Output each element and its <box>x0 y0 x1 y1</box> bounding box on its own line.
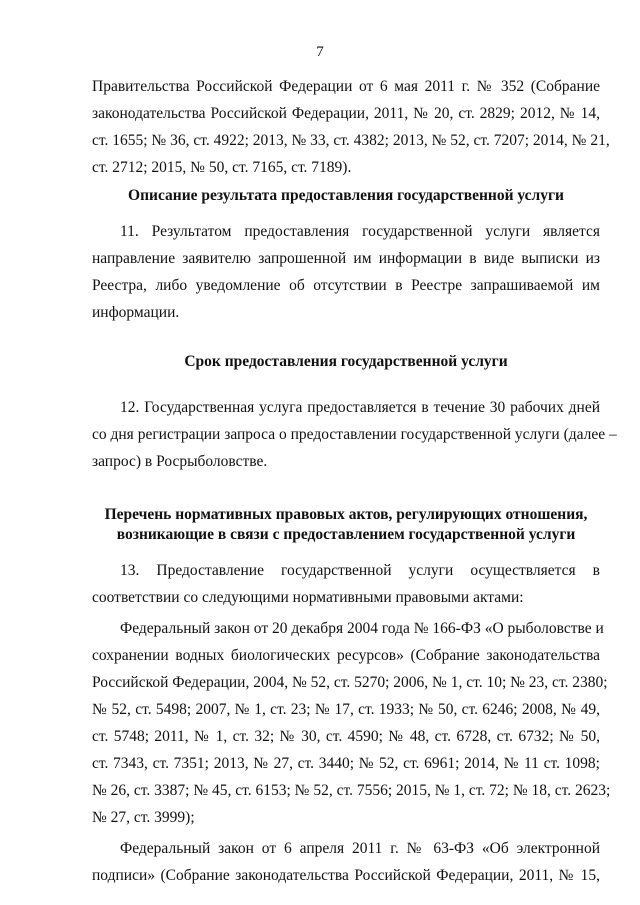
text-line: № 26, ст. 3387; № 45, ст. 6153; № 52, ст. 7556; 2015, № 1, ст. 72; № 18, ст. 2623; <box>92 782 611 799</box>
text-line: Реестра, либо уведомление об отсутствии в Реестре запрашиваемой им <box>92 277 600 294</box>
heading-acts <box>92 505 600 545</box>
document-body <box>92 73 617 889</box>
text-line: информации. <box>92 304 180 321</box>
heading-acts-line: Перечень нормативных правовых актов, регулирующих отношения, <box>104 506 588 523</box>
heading-result: Описание результата предоставления государственной услуги <box>128 187 564 204</box>
paragraph-11 <box>92 218 600 326</box>
heading-term: Срок предоставления государственной услуги <box>184 353 508 370</box>
text-line: № 52, ст. 5498; 2007, № 1, ст. 23; № 17, ст. 1933; № 50, ст. 6246; 2008, № 49, <box>92 701 600 718</box>
page-number: 7 <box>316 44 324 60</box>
text-line: Российской Федерации, 2004, № 52, ст. 5270; 2006, № 1, ст. 10; № 23, ст. 2380; <box>92 674 608 691</box>
text-line: 11. Результатом предоставления государственной услуги является <box>120 223 600 240</box>
text-line: сохранении водных биологических ресурсов» (Собрание законодательства <box>92 647 600 664</box>
text-line: ст. 1655; № 36, ст. 4922; 2013, № 33, ст. 4382; 2013, № 52, ст. 7207; 2014, № 21, <box>92 132 610 149</box>
paragraph-12 <box>92 394 617 475</box>
text-line: запрос) в Росрыболовстве. <box>92 453 268 470</box>
text-line: законодательства Российской Федерации, 2011, № 20, ст. 2829; 2012, № 14, <box>92 105 600 122</box>
text-line: 12. Государственная услуга предоставляется в течение 30 рабочих дней <box>120 399 600 416</box>
text-line: ст. 2712; 2015, № 50, ст. 7165, ст. 7189). <box>92 159 352 176</box>
text-line: Правительства Российской Федерации от 6 мая 2011 г. № 352 (Собрание <box>92 78 600 95</box>
text-line: Федеральный закон от 6 апреля 2011 г. № 63-ФЗ «Об электронной <box>120 840 600 857</box>
text-line: со дня регистрации запроса о предоставлении государственной услуги (далее – <box>92 426 617 443</box>
paragraph-intro <box>92 73 610 181</box>
paragraph-13 <box>92 557 600 611</box>
paragraph-law-166 <box>92 615 611 831</box>
text-line: 13. Предоставление государственной услуги осуществляется в <box>120 562 600 579</box>
text-line: ст. 7343, ст. 7351; 2013, № 27, ст. 3440; № 52, ст. 6961; 2014, № 11 ст. 1098; <box>92 755 600 772</box>
text-line: ст. 5748; 2011, № 1, ст. 32; № 30, ст. 4590; № 48, ст. 6728, ст. 6732; № 50, <box>92 728 600 745</box>
paragraph-law-63 <box>92 835 600 889</box>
text-line: Федеральный закон от 20 декабря 2004 года № 166-ФЗ «О рыболовстве и <box>120 620 604 637</box>
text-line: № 27, ст. 3999); <box>92 809 195 826</box>
text-line: направление заявителю запрошенной им информации в виде выписки из <box>92 250 600 267</box>
heading-acts-line: возникающие в связи с предоставлением государственной услуги <box>116 526 576 543</box>
text-line: соответствии со следующими нормативными правовыми актами: <box>92 589 524 606</box>
text-line: подписи» (Собрание законодательства Российской Федерации, 2011, № 15, <box>92 867 600 884</box>
